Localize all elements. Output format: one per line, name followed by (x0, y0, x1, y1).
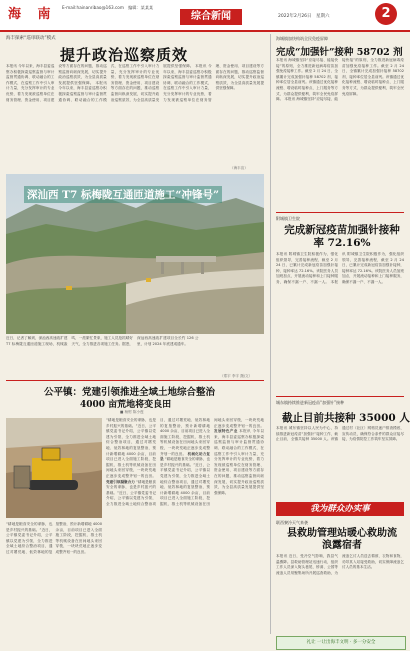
campaign-banner (276, 502, 404, 516)
story2-section-3: 发展特色产业 (214, 429, 238, 434)
story2-body-text-3: “耕地是粮食安全的命脉，也是乡村振兴的基础。”近日，公平镇党委书记介绍，公平镇以党建为引领，全力推进全域土地综合整治项目，通过对撂荒地、低效林地的复垦整治，预计新增耕地 4000 余亩，目前项目已进入全面施工阶段，挖掘机、推土机等机械设备在田间地头来回穿梭，一块块荒地正逐步变成整齐划一的良田。 (160, 418, 264, 506)
lead-body-text-cont2: 本报讯 今年以来，海丰县委巡察办积极探索巡察监督与审计监督贯通协调、联动融合的工作模式，在巡察工作中引入审计力量，充分发挥审计的专业优势，着力发现被巡察单位在财务管理、资金使用、项目建设等方面存在的问题，推动巡察监督向纵深发展，切实提升政治巡察质效，为全县高质量发展提供坚强保障。 (163, 64, 264, 102)
photo-caption (6, 336, 264, 376)
right1-kicker: 海城镇加快构筑全民免疫屏障 (276, 36, 328, 41)
right4-headline: 县救助管理站暖心救助流浪露宿者 (287, 528, 397, 551)
right2-body-text-2: 本报讯 附城镇卫生院积极作为，强化组织领导，完善接种流程，截至 2 月 24 日，已累计完成新冠疫苗加强针接种，接种率达 72.16%。该院医务人员加班加点，开展流动接种和上门接种服务，确保不漏一户、不漏一人。 (330, 252, 404, 284)
right2-kicker: 附城镇卫生院 (276, 216, 300, 221)
story2-body-text: “耕地是粮食安全的命脉，也是乡村振兴的基础。”近日，公平镇党委书记介绍，公平镇以党建为引领，全力推进全域土地综合整治项目，通过对撂荒地、低效林地的复垦整治，预计新增耕地 4000 余亩，目前项目已进入全面施工阶段，挖掘机、推土机等机械设备在田间地头来回穿梭，一块块荒地正逐步变成整齐划一的良田。 (106, 418, 156, 478)
section-title: 综合新闻 (180, 9, 242, 25)
column-divider (270, 34, 271, 634)
bulldozer-illustration (6, 418, 102, 518)
campaign-banner-text: 我为群众办实事 (310, 504, 370, 514)
right1-body-text-2: 本报讯 海城镇坚持“应接尽接、能接快接”的原则，全力推进新冠病毒疫苗加强免疫接种工作。截至 2 月 24 日，全镇累计完成加强针接种 58702 剂，接种率位居全县前列。该镇通过优化接种流程、增设临时接种点、上门服务等方式，为群众提供便利，筑牢全民免疫屏障。 (284, 58, 404, 102)
newspaper-logo: 海 南 (8, 7, 57, 22)
lead-source: （海丰宣） (230, 166, 248, 170)
issue-date: 2022年2月26日 星期六 (278, 14, 330, 19)
right3-headline: 截止目前共接种 35000 人 (282, 412, 410, 424)
footer-slogan-box (276, 636, 406, 650)
divider (276, 212, 404, 213)
story2-subhead: 4000 亩荒地将变良田 (80, 400, 172, 410)
story2-body-text-4: 本报讯 今年以来，海丰县委巡察办积极探索巡察监督与审计监督贯通协调、联动融合的工作模式，在巡察工作中引入审计力量，充分发挥审计的专业优势，着力发现被巡察单位在财务管理、资金使用、项目建设等方面存在的问题，推动巡察监督向纵深发展，切实提升政治巡察质效，为全县高质量发展提供坚强保障。 (214, 429, 264, 495)
right1-headline: 完成“加强针”接种 58702 剂 (276, 47, 403, 58)
right3-body-text: 本报讯 城东镇坚持以人民为中心，持续推进新冠疫苗“加强针”接种工作，截止目前，全镇共接种 35000 人。该镇通过村（社区）网格员逐户排查摸底、宣传动员，确保符合条件的群众应接尽接，为疫情防控工作筑牢坚实屏障。 (276, 426, 404, 442)
story2-byline: ■ 杨钳 陈小莲 (120, 410, 144, 414)
story2-headline: 公平镇：党建引领推进全域土地综合整治 (44, 387, 216, 398)
lead-body (6, 64, 264, 164)
photo-caption-text: 近日，记者了解到，深汕西高速改扩建 T7 标梅陇互通匝道施工现场，机械轰鸣，一派繁忙景象，施工人员抢抓晴好天气，全力推进各项施工任务。据悉，深汕西高速改扩建项目全长约 126 公里，计划 2024 年底建成通车。 (6, 336, 199, 346)
page-number: 2 (375, 3, 397, 25)
photo-caption-title: 深汕西 T7 标梅陇互通匝道施工“冲锋号” (24, 186, 222, 203)
photo-credit: （郑宇 李宇 摄/文） (220, 374, 253, 378)
lead-kicker: 海丰探索“巡审联动”模式 (6, 36, 56, 41)
lead-body-text-cont: 本报讯 今年以来，海丰县委巡察办积极探索巡察监督与审计监督贯通协调、联动融合的工作模式，在巡察工作中引入审计力量，充分发挥审计的专业优势，着力发现被巡察单位在财务管理、资金使用、项目建设等方面存在的问题，推动巡察监督向纵深发展，切实提升政治巡察质效，为全县高质量发展提供坚强保障。 (58, 64, 194, 102)
lead-headline: 提升政治巡察质效 (60, 46, 189, 64)
right3-body (276, 426, 404, 496)
bulldozer-photo (6, 418, 102, 518)
right3-kicker: 城东镇持续推进新冠疫苗“加强针”接种 (276, 400, 345, 405)
story2-section-2: 机械化助力复垦 (160, 451, 211, 462)
right4-body (276, 554, 404, 632)
divider (6, 380, 264, 381)
story2-body-left (6, 522, 102, 642)
right2-body-text: 本报讯 附城镇卫生院积极作为，强化组织领导，完善接种流程，截至 2 月 24 日，已累计完成新冠疫苗加强针接种，接种率达 72.16%。该院医务人员加班加点，开展流动接种和上门接种服务，确保不漏一户、不漏一人。 (276, 252, 338, 284)
right2-headline: 完成新冠疫苗加强针接种率 72.16% (284, 224, 400, 249)
right4-body-text: 本报讯 近日，受冷空气影响，我县气温骤降。县救助管理站迅速行动，组织工作人员深入街头巷尾、桥洞、公园等流浪人员易聚集场所开展巡查救助，为流浪乞讨人员送去棉被、衣物和食物，劝导其入站接受救助，切实保障流浪乞讨人员的基本生活。 (276, 554, 404, 575)
right1-body (276, 58, 404, 208)
footer-slogan: 礼让 一让出海丰文明 · 多一分安全 (306, 640, 376, 645)
story2-body-left-text: “耕地是粮食安全的命脉，也是乡村振兴的基础。”近日，公平镇党委书记介绍，公平镇以党建为引领，全力推进全域土地综合整治项目，通过对撂荒地、低效林地的复垦整治，预计新增耕地 4000 余亩，目前项目已进入全面施工阶段，挖掘机、推土机等机械设备在田间地头来回穿梭，一块块荒地正逐步变成整齐划一的良田。 (6, 522, 102, 554)
right2-body (276, 252, 404, 392)
story2-section-1: 党建引领凝聚合力 (106, 479, 135, 484)
construction-photo (6, 174, 264, 334)
story2-body (106, 418, 264, 642)
masthead (0, 0, 410, 32)
right4-kicker: 联西寮冷天气来袭 (276, 520, 308, 525)
right1-body-text: 本报讯 海城镇坚持“应接尽接、能接快接”的原则，全力推进新冠病毒疫苗加强免疫接种工作。截至 2 月 24 日，全镇累计完成加强针接种 58702 剂，接种率位居全县前列。该镇通过优化接种流程、增设临时接种点、上门服务等方式，为群众提供便利，筑牢全民免疫屏障。 (276, 58, 338, 102)
masthead-meta: E-mail:hainanribao@163.com 编辑：某某某 (62, 5, 154, 10)
story2-body-text-2: “耕地是粮食安全的命脉，也是乡村振兴的基础。”近日，公平镇党委书记介绍，公平镇以党建为引领，全力推进全域土地综合整治项目，通过对撂荒地、低效林地的复垦整治，预计新增耕地 4000 余亩，目前项目已进入全面施工阶段，挖掘机、推土机等机械设备在田间地头来回穿梭，一块块荒地正逐步变成整齐划一的良田。 (106, 418, 210, 506)
divider (276, 396, 404, 397)
lead-body-text: 本报讯 今年以来，海丰县委巡察办积极探索巡察监督与审计监督贯通协调、联动融合的工作模式，在巡察工作中引入审计力量，充分发挥审计的专业优势，着力发现被巡察单位在财务管理、资金使用、项目建设等方面存在的问题，推动巡察监督向纵深发展，切实提升政治巡察质效，为全县高质量发展提供坚强保障。 (6, 64, 107, 102)
